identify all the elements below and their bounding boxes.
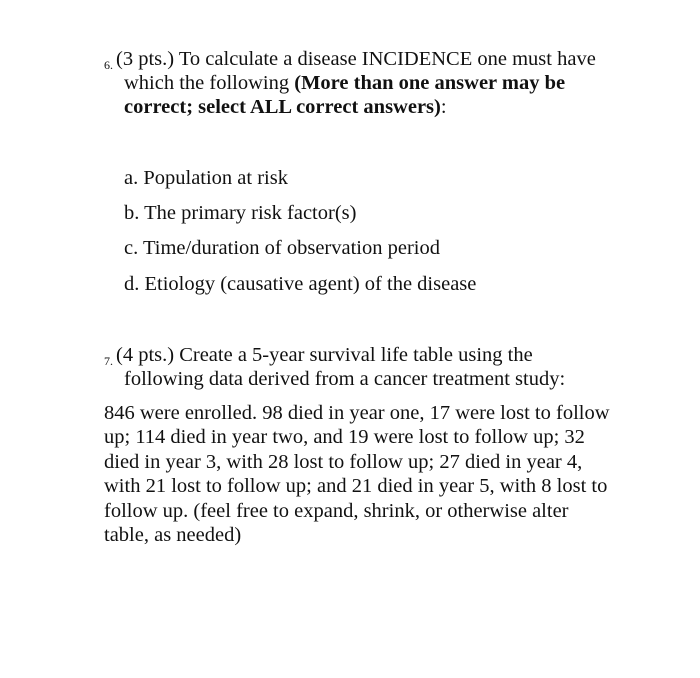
question-6-line-3-tail: :: [440, 96, 447, 118]
paragraph-line-1: 846 were enrolled. 98 died in year one, 17 were lost to follow: [104, 402, 610, 424]
question-7-line-1: (4 pts.) Create a 5-year survival life table using the: [116, 344, 533, 366]
option-c: c. Time/duration of observation period: [124, 237, 440, 259]
option-a: a. Population at risk: [124, 167, 288, 189]
question-6-line-2: [124, 71, 565, 95]
paragraph-line-5: follow up. (feel free to expand, shrink, or otherwise alter: [104, 499, 569, 522]
paragraph-line-6: table, as needed): [104, 524, 242, 546]
question-6-line-1: (3 pts.) To calculate a disease INCIDENCE one must have: [116, 48, 596, 70]
paragraph-line-3: died in year 3, with 28 lost to follow up; 27 died in year 4,: [104, 450, 583, 473]
question-7-line-2: following data derived from a cancer treatment study:: [124, 368, 566, 390]
question-7-number: 7.: [104, 354, 113, 368]
question-6-line-3-bold: correct; select ALL correct answers): [124, 96, 441, 118]
option-b: b. The primary risk factor(s): [124, 202, 357, 224]
paragraph-line-2: up; 114 died in year two, and 19 were lost to follow up; 32: [104, 426, 585, 449]
paragraph-line-4: with 21 lost to follow up; and 21 died in year 5, with 8 lost to: [104, 475, 608, 498]
question-6-line-2-bold: (More than one answer may be: [294, 72, 566, 94]
question-6-line-2-plain: which the following: [124, 72, 295, 94]
option-d: d. Etiology (causative agent) of the disease: [124, 273, 477, 295]
question-6-line-3: [124, 95, 447, 119]
question-6-number: 6.: [104, 58, 113, 72]
